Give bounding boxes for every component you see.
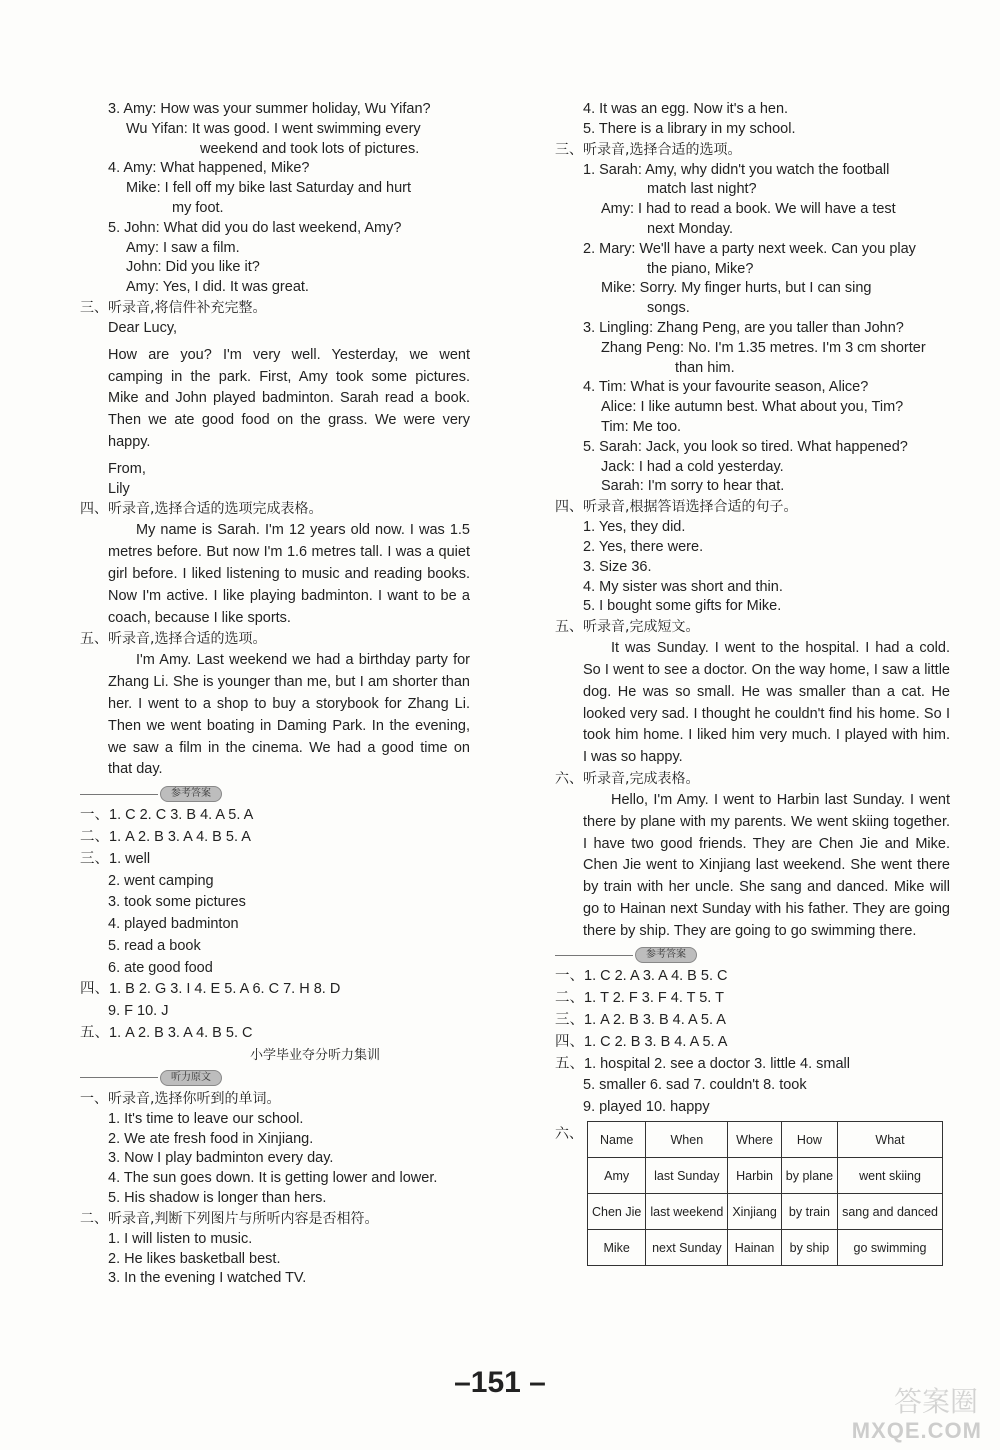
passage: I'm Amy. Last weekend we had a birthday party for Zhang Li. She is younger than me, but I am shorter than her. I went to a shop to buy a storybook for Zhang Li. Then we went boating in Daming Park. In the evening, we saw a film in the cinema. We had a good time on that day.: [108, 652, 470, 778]
text-line: 3. Lingling: Zhang Peng, are you taller than John?: [583, 319, 904, 336]
text-line: 3. In the evening I watched TV.: [108, 1270, 307, 1287]
text-line: Amy: I saw a film.: [126, 239, 240, 256]
text-line: 5. Sarah: Jack, you look so tired. What happened?: [583, 438, 908, 455]
answer-line: 3. took some pictures: [108, 894, 246, 911]
text-line: Mike: I fell off my bike last Saturday and hurt: [126, 180, 412, 197]
section-title: 三、听录音,将信件补充完整。: [80, 299, 267, 316]
dialog-block: [80, 100, 470, 298]
item-list: [555, 100, 950, 140]
answer-table: [587, 1121, 943, 1266]
table-cell: by train: [781, 1194, 837, 1230]
table-cell: Amy: [588, 1158, 646, 1194]
text-line: 3. Now I play badminton every day.: [108, 1150, 334, 1167]
right-column: [555, 100, 950, 1266]
section-title: 一、听录音,选择你听到的单词。: [80, 1090, 281, 1107]
section-title: 三、听录音,选择合适的选项。: [555, 141, 742, 158]
text-line: Amy: I had to read a book. We will have a test: [601, 201, 896, 218]
passage: My name is Sarah. I'm 12 years old now. I was 1.5 metres before. But now I'm 1.6 metres tall. I was a quiet girl before. I liked listening to music and reading books. Now I'm active. I like playing badminton. I want to be a coach, because I like sports.: [108, 522, 470, 626]
text-line: 4. My sister was short and thin.: [583, 578, 783, 595]
section-title: 五、听录音,选择合适的选项。: [80, 631, 267, 648]
table-header-cell: Where: [728, 1122, 781, 1158]
section-title: 五、听录音,完成短文。: [555, 619, 700, 636]
subtitle: 小学毕业夺分听力集训: [249, 1046, 380, 1062]
text-line: 2. He likes basketball best.: [108, 1250, 281, 1267]
table-cell: went skiing: [838, 1158, 943, 1194]
banner-label: 参考答案: [160, 786, 222, 802]
text-line: the piano, Mike?: [647, 260, 754, 277]
text-line: Sarah: I'm sorry to hear that.: [601, 478, 785, 495]
text-line: Mike: Sorry. My finger hurts, but I can sing: [601, 280, 872, 297]
table-cell: go swimming: [838, 1230, 943, 1266]
table-cell: Mike: [588, 1230, 646, 1266]
text-line: 3. Amy: How was your summer holiday, Wu Yifan?: [108, 101, 431, 117]
answer-table-wrap: [555, 1121, 950, 1266]
table-cell: by ship: [781, 1230, 837, 1266]
table-header-cell: What: [838, 1122, 943, 1158]
item-list: [80, 1110, 470, 1209]
text-line: Amy: Yes, I did. It was great.: [126, 279, 309, 296]
text-line: Wu Yifan: It was good. I went swimming every: [126, 120, 421, 137]
answer-block: [80, 805, 470, 1045]
item-list: [80, 1230, 470, 1289]
text-line: Alice: I like autumn best. What about you, Tim?: [601, 399, 904, 416]
table-row: [588, 1230, 943, 1266]
text-line: match last night?: [647, 181, 757, 198]
page-number: –151 –: [454, 1366, 546, 1399]
watermark-logo: 答案圈: [893, 1386, 978, 1417]
text-line: 4. Amy: What happened, Mike?: [108, 160, 310, 177]
text-line: 4. The sun goes down. It is getting lower and lower.: [108, 1170, 438, 1187]
answer-line: 5. smaller 6. sad 7. couldn't 8. took: [583, 1077, 807, 1094]
text-line: 1. Sarah: Amy, why didn't you watch the football: [583, 161, 890, 178]
table-cell: Harbin: [728, 1158, 781, 1194]
text-line: 1. I will listen to music.: [108, 1230, 253, 1247]
text-line: next Monday.: [647, 220, 733, 237]
answer-line: 2. went camping: [108, 872, 214, 889]
table-row: [588, 1158, 943, 1194]
answer-line: 五、1. A 2. B 3. A 4. B 5. C: [80, 1025, 253, 1042]
table-cell: next Sunday: [646, 1230, 728, 1266]
table-cell: Chen Jie: [588, 1194, 646, 1230]
watermark-site: MXQE.COM: [851, 1418, 982, 1443]
section-title: 四、听录音,根据答语选择合适的句子。: [555, 499, 798, 516]
table-cell: Xinjiang: [728, 1194, 781, 1230]
item-list: [555, 518, 950, 617]
answer-line: 四、1. B 2. G 3. I 4. E 5. A 6. C 7. H 8. D: [80, 981, 341, 998]
answer-banner: [80, 785, 470, 803]
text-line: Jack: I had a cold yesterday.: [601, 458, 784, 475]
answer-line: 6. ate good food: [108, 959, 213, 976]
banner-label: 听力原文: [160, 1070, 222, 1086]
text-line: 2. Mary: We'll have a party next week. Can you play: [583, 240, 916, 257]
section-title: 二、听录音,判断下列图片与所听内容是否相符。: [80, 1210, 379, 1227]
left-column: [80, 100, 470, 1289]
letter-greeting: Dear Lucy,: [108, 319, 178, 336]
passage: It was Sunday. I went to the hospital. I had a cold. So I went to see a doctor. On the way home, I saw a little dog. He was so small. He was smaller than a cat. He looked very sad. I thought he couldn't find his home. So I took him home. I liked him very much. I played with him. I was so happy.: [583, 640, 950, 766]
banner-label: 参考答案: [635, 947, 697, 963]
text-line: 2. Yes, there were.: [583, 538, 704, 555]
answer-line: 5. read a book: [108, 937, 201, 954]
text-line: 1. It's time to leave our school.: [108, 1110, 304, 1127]
answer-line: 二、1. T 2. F 3. F 4. T 5. T: [555, 990, 724, 1007]
text-line: John: Did you like it?: [126, 259, 260, 276]
text-line: 5. His shadow is longer than hers.: [108, 1190, 327, 1207]
answer-line: 一、1. C 2. C 3. B 4. A 5. A: [80, 807, 254, 824]
answer-line: 五、1. hospital 2. see a doctor 3. little 4. small: [555, 1055, 850, 1072]
letter-from: From,: [108, 460, 146, 477]
text-line: 4. Tim: What is your favourite season, Alice?: [583, 379, 869, 396]
answer-line: 二、1. A 2. B 3. A 4. B 5. A: [80, 828, 251, 845]
table-cell: Hainan: [728, 1230, 781, 1266]
passage: Hello, I'm Amy. I went to Harbin last Sunday. I went there by plane with my parents. We went skiing together. I have two good friends. They are Chen Jie and Mike. Chen Jie went to Xinjiang last weekend. She went there by train with her uncle. She sang and danced. Mike will go to Hainan next Sunday with his father. They are going there by ship. They are going to go swimming there.: [583, 791, 950, 939]
answer-block: [555, 966, 950, 1119]
table-row: [588, 1194, 943, 1230]
answer-line: 9. played 10. happy: [583, 1099, 710, 1116]
text-line: 5. John: What did you do last weekend, Amy?: [108, 219, 402, 236]
table-cell: sang and danced: [838, 1194, 943, 1230]
text-line: 3. Size 36.: [583, 558, 652, 575]
text-line: 5. There is a library in my school.: [583, 120, 796, 137]
text-line: weekend and took lots of pictures.: [200, 140, 420, 157]
letter-body: How are you? I'm very well. Yesterday, we went camping in the park. First, Amy took some pictures. Mike and John played badminton. Sarah read a book. Then we ate good food on the grass. We were very happy.: [108, 346, 470, 450]
answer-line: 三、1. well: [80, 850, 151, 867]
answer-line: 4. played badminton: [108, 916, 239, 933]
text-line: than him.: [675, 359, 735, 376]
text-line: 2. We ate fresh food in Xinjiang.: [108, 1130, 314, 1147]
transcript-banner: [80, 1069, 470, 1087]
text-line: 4. It was an egg. Now it's a hen.: [583, 101, 789, 117]
table-header-cell: When: [646, 1122, 728, 1158]
dialog-block: [555, 161, 950, 498]
answer-line: 一、1. C 2. A 3. A 4. B 5. C: [555, 968, 728, 985]
answer-banner: [555, 946, 950, 964]
table-cell: last Sunday: [646, 1158, 728, 1194]
section-title: 六、听录音,完成表格。: [555, 770, 700, 787]
answer-line: 9. F 10. J: [108, 1003, 169, 1020]
text-line: songs.: [647, 300, 690, 317]
letter-signature: Lily: [108, 480, 130, 497]
section-title: 四、听录音,选择合适的选项完成表格。: [80, 501, 323, 518]
table-header-cell: Name: [588, 1122, 646, 1158]
text-line: my foot.: [172, 199, 224, 216]
watermark: [851, 1380, 986, 1444]
table-label: 六、: [555, 1125, 583, 1142]
text-line: 5. I bought some gifts for Mike.: [583, 598, 782, 615]
text-line: Zhang Peng: No. I'm 1.35 metres. I'm 3 cm shorter: [601, 339, 926, 356]
table-cell: last weekend: [646, 1194, 728, 1230]
table-cell: by plane: [781, 1158, 837, 1194]
text-line: 1. Yes, they did.: [583, 519, 686, 536]
table-header-cell: How: [781, 1122, 837, 1158]
table-header-row: [588, 1122, 943, 1158]
text-line: Tim: Me too.: [601, 418, 682, 435]
answer-line: 四、1. C 2. B 3. B 4. A 5. A: [555, 1033, 728, 1050]
answer-line: 三、1. A 2. B 3. B 4. A 5. A: [555, 1012, 726, 1029]
